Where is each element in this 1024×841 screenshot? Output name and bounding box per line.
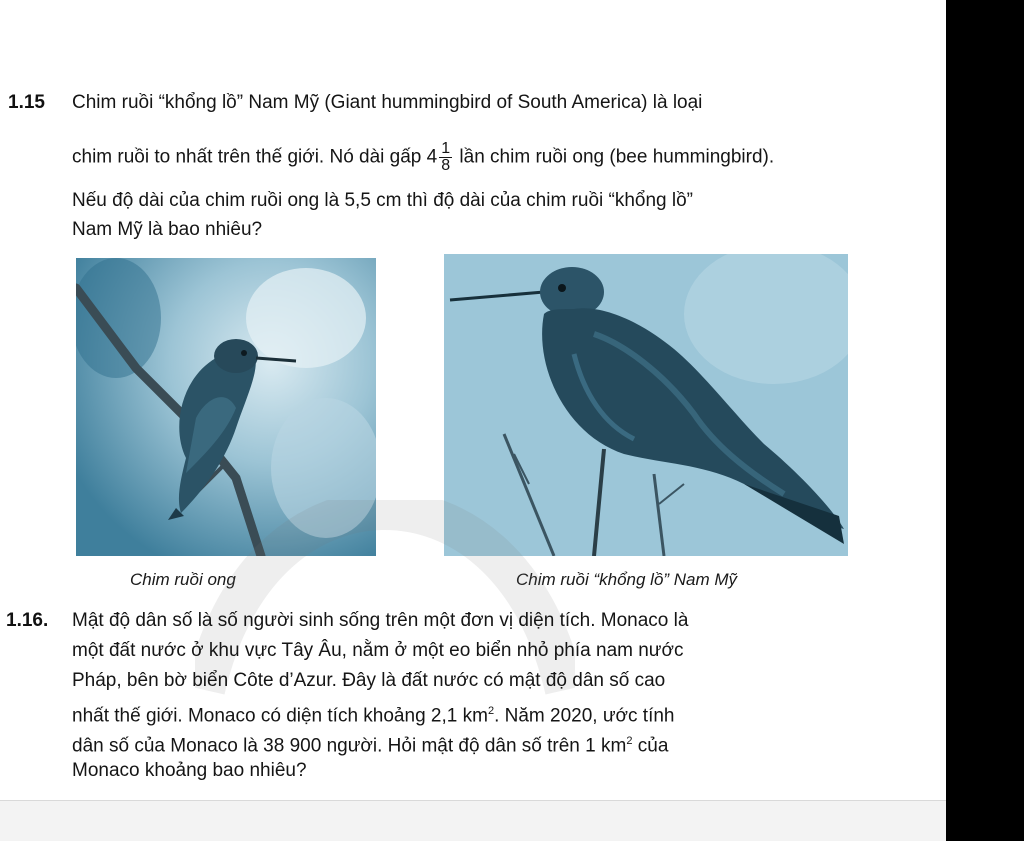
superscript-2: 2 xyxy=(626,735,633,747)
problem-number-1-15: 1.15 xyxy=(8,92,45,113)
problem-1-15-line-2-before: chim ruồi to nhất trên thế giới. Nó dài gấp 4 xyxy=(72,146,438,168)
right-black-bar xyxy=(946,0,1024,841)
problem-1-15-line-3: Nếu độ dài của chim ruồi ong là 5,5 cm thì độ dài của chim ruồi “khổng lồ” xyxy=(72,190,693,211)
fraction-denominator: 8 xyxy=(441,157,451,174)
problem-1-16-line-6: Monaco khoảng bao nhiêu? xyxy=(72,760,307,781)
bee-hummingbird-illustration xyxy=(76,258,376,556)
problem-1-15-line-2 xyxy=(72,141,774,174)
caption-giant-hummingbird: Chim ruồi “khổng lồ” Nam Mỹ xyxy=(516,570,738,589)
problem-1-16-line-4 xyxy=(72,699,675,728)
problem-1-16-line-2: một đất nước ở khu vực Tây Âu, nằm ở một eo biển nhỏ phía nam nước xyxy=(72,640,684,661)
fraction-one-eighth xyxy=(439,141,452,174)
bee-hummingbird-photo xyxy=(76,258,376,556)
problem-1-16-line-5 xyxy=(72,729,668,758)
page-bottom-strip xyxy=(0,800,946,841)
problem-number-1-16: 1.16. xyxy=(6,610,49,631)
problem-1-16-line-4-before: nhất thế giới. Monaco có diện tích khoảng 2,1 km xyxy=(72,705,488,727)
problem-1-16-line-4-after: . Năm 2020, ước tính xyxy=(494,705,675,727)
superscript-2: 2 xyxy=(487,705,495,717)
problem-1-15-line-2-after: lần chim ruồi ong (bee hummingbird). xyxy=(459,146,775,168)
problem-1-16-line-3: Pháp, bên bờ biển Côte d’Azur. Đây là đất nước có mật độ dân số cao xyxy=(72,670,666,691)
problem-1-16-line-5-before: dân số của Monaco là 38 900 người. Hỏi mật độ dân số trên 1 km xyxy=(72,735,627,757)
problem-1-15-line-4: Nam Mỹ là bao nhiêu? xyxy=(72,219,263,240)
giant-hummingbird-illustration xyxy=(444,254,848,556)
problem-1-15-line-1: Chim ruồi “khổng lồ” Nam Mỹ (Giant hummingbird of South America) là loại xyxy=(72,92,703,113)
problem-1-16-line-1: Mật độ dân số là số người sinh sống trên một đơn vị diện tích. Monaco là xyxy=(72,610,689,631)
problem-1-16-line-5-after: của xyxy=(632,735,669,757)
giant-hummingbird-photo xyxy=(444,254,848,556)
fraction-numerator: 1 xyxy=(441,140,451,157)
caption-bee-hummingbird: Chim ruồi ong xyxy=(130,570,236,589)
